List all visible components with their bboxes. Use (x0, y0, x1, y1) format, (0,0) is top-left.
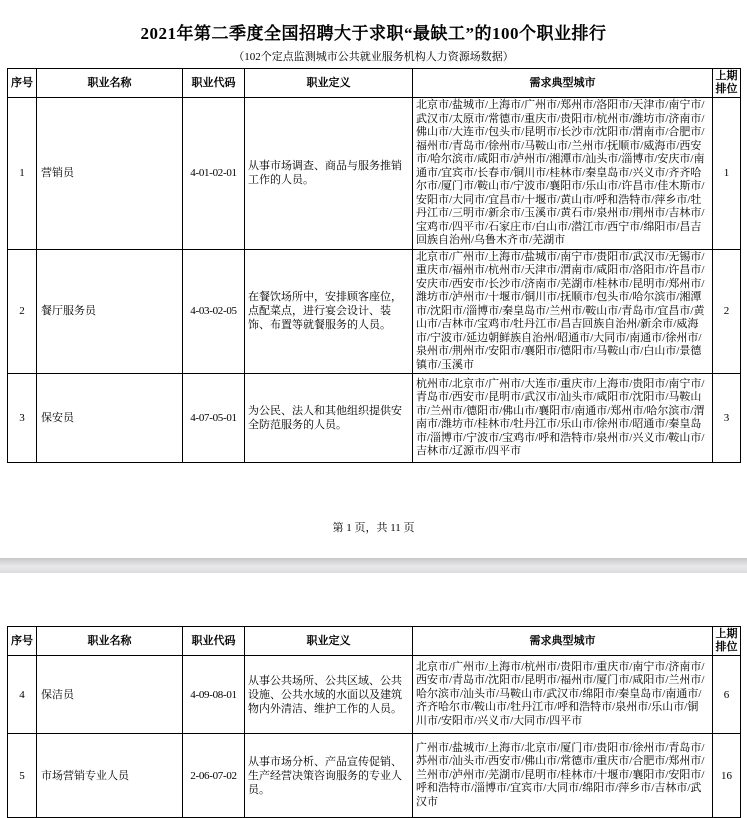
cell-prev-rank: 3 (713, 374, 741, 463)
cell-cities: 广州市/盐城市/上海市/北京市/厦门市/贵阳市/徐州市/青岛市/苏州市/汕头市/西安市/佛山市/常德市/重庆市/合肥市/郑州市/兰州市/泸州市/芜湖市/昆明市/桂林市/十堰市/襄阳市/安阳市/呼和浩特市/淄博市/宜宾市/大同市/绵阳市/萍乡市/吉林市/武汉市 (413, 734, 713, 818)
col-header-job-code: 职业代码 (183, 627, 245, 656)
cell-job-code: 4-09-08-01 (183, 656, 245, 734)
table-row (8, 656, 741, 734)
cell-cities: 杭州市/北京市/广州市/大连市/重庆市/上海市/贵阳市/南宁市/青岛市/西安市/昆明市/武汉市/汕头市/咸阳市/沈阳市/马鞍山市/兰州市/德阳市/佛山市/襄阳市/南通市/郑州市/哈尔滨市/渭南市/潍坊市/桂林市/牡丹江市/乐山市/徐州市/昭通市/秦皇岛市/淄博市/宁波市/宝鸡市/呼和浩特市/泉州市/兴义市/鞍山市/吉林市/辽源市/四平市 (413, 374, 713, 463)
cell-seq: 4 (8, 656, 37, 734)
cell-definition: 为公民、法人和其他组织提供安全防范服务的人员。 (245, 374, 413, 463)
cell-job-name: 市场营销专业人员 (37, 734, 183, 818)
table-row (8, 249, 741, 374)
col-header-prev-rank: 上期排位 (713, 627, 741, 656)
cell-seq: 5 (8, 734, 37, 818)
cell-definition: 在餐饮场所中，安排顾客座位，点配菜点，进行宴会设计、装饰、布置等就餐服务的人员。 (245, 249, 413, 374)
col-header-definition: 职业定义 (245, 627, 413, 656)
cell-seq: 2 (8, 249, 37, 374)
table-row (8, 98, 741, 250)
cell-seq: 3 (8, 374, 37, 463)
table-header-row (8, 69, 741, 98)
cell-cities: 北京市/广州市/上海市/杭州市/贵阳市/重庆市/南宁市/济南市/西安市/青岛市/沈阳市/昆明市/福州市/厦门市/咸阳市/兰州市/哈尔滨市/汕头市/马鞍山市/武汉市/绵阳市/秦皇岛市/南通市/齐齐哈尔市/鞍山市/牡丹江市/呼和浩特市/泉州市/乐山市/铜川市/安阳市/兴义市/大同市/四平市 (413, 656, 713, 734)
cell-definition: 从事市场分析、产品宣传促销、生产经营决策咨询服务的专业人员。 (245, 734, 413, 818)
col-header-definition: 职业定义 (245, 69, 413, 98)
col-header-job-name: 职业名称 (37, 69, 183, 98)
jobs-table-page1 (7, 68, 741, 463)
cell-job-name: 餐厅服务员 (37, 249, 183, 374)
table-row (8, 374, 741, 463)
cell-definition: 从事公共场所、公共区域、公共设施、公共水域的水面以及建筑物内外清洁、维护工作的人员。 (245, 656, 413, 734)
cell-job-code: 4-07-05-01 (183, 374, 245, 463)
page-number-footer: 第 1 页，共 11 页 (332, 522, 415, 534)
col-header-seq: 序号 (8, 69, 37, 98)
page-2 (0, 573, 747, 818)
page-subtitle: （102个定点监测城市公共就业服务机构人力资源场数据） (233, 51, 514, 63)
cell-cities: 北京市/广州市/上海市/盐城市/南宁市/贵阳市/武汉市/无锡市/重庆市/福州市/杭州市/天津市/渭南市/咸阳市/洛阳市/许昌市/安庆市/西安市/长沙市/济南市/芜湖市/桂林市/昆明市/郑州市/潍坊市/泸州市/十堰市/铜川市/抚顺市/包头市/哈尔滨市/湘潭市/沈阳市/淄博市/秦皇岛市/兰州市/鞍山市/青岛市/宜昌市/黄山市/吉林市/宝鸡市/牡丹江市/昌吉回族自治州/新余市/威海市/宁波市/延边朝鲜族自治州/昭通市/大同市/南通市/徐州市/泉州市/荆州市/安阳市/襄阳市/德阳市/马鞍山市/白山市/景德镇市/玉溪市 (413, 249, 713, 374)
col-header-job-code: 职业代码 (183, 69, 245, 98)
col-header-seq: 序号 (8, 627, 37, 656)
table-header-row (8, 627, 741, 656)
cell-job-name: 营销员 (37, 98, 183, 250)
col-header-cities: 需求典型城市 (413, 627, 713, 656)
cell-seq: 1 (8, 98, 37, 250)
cell-prev-rank: 2 (713, 249, 741, 374)
cell-job-code: 4-03-02-05 (183, 249, 245, 374)
cell-cities: 北京市/盐城市/上海市/广州市/郑州市/洛阳市/天津市/南宁市/武汉市/太原市/常德市/重庆市/贵阳市/杭州市/潍坊市/济南市/佛山市/大连市/包头市/昆明市/长沙市/沈阳市/渭南市/合肥市/福州市/青岛市/徐州市/马鞍山市/兰州市/抚顺市/威海市/西安市/哈尔滨市/咸阳市/泸州市/湘潭市/汕头市/淄博市/安庆市/南通市/宜宾市/长春市/铜川市/桂林市/秦皇岛市/兴义市/齐齐哈尔市/厦门市/鞍山市/宁波市/襄阳市/乐山市/许昌市/佳木斯市/安阳市/大同市/宜昌市/十堰市/黄山市/呼和浩特市/萍乡市/牡丹江市/三明市/新余市/玉溪市/黄石市/泉州市/荆州市/吉林市/宝鸡市/四平市/石家庄市/白山市/潜江市/西宁市/绵阳市/昌吉回族自治州/乌鲁木齐市/芜湖市 (413, 98, 713, 250)
col-header-prev-rank: 上期排位 (713, 69, 741, 98)
cell-job-code: 2-06-07-02 (183, 734, 245, 818)
col-header-job-name: 职业名称 (37, 627, 183, 656)
cell-prev-rank: 16 (713, 734, 741, 818)
cell-definition: 从事市场调查、商品与服务推销工作的人员。 (245, 98, 413, 250)
page-title: 2021年第二季度全国招聘大于求职“最缺工”的100个职业排行 (140, 24, 607, 43)
cell-job-code: 4-01-02-01 (183, 98, 245, 250)
page-1 (0, 24, 747, 535)
page-separator (0, 558, 747, 573)
col-header-cities: 需求典型城市 (413, 69, 713, 98)
cell-job-name: 保洁员 (37, 656, 183, 734)
table-row (8, 734, 741, 818)
jobs-table-page2 (7, 626, 741, 818)
cell-job-name: 保安员 (37, 374, 183, 463)
page-2-top-margin (0, 573, 747, 622)
cell-prev-rank: 6 (713, 656, 741, 734)
cell-prev-rank: 1 (713, 98, 741, 250)
